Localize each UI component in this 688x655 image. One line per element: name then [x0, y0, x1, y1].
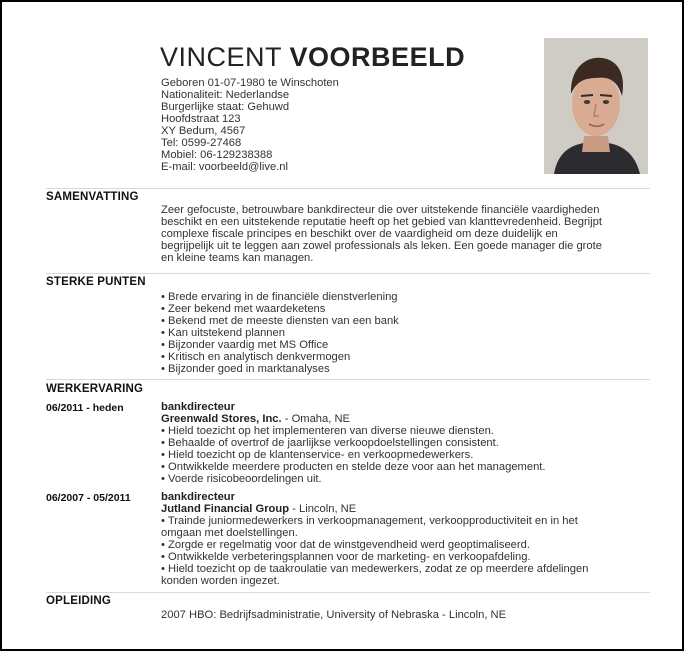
strengths-heading: STERKE PUNTEN [46, 276, 146, 288]
list-item: • Bijzonder vaardig met MS Office [161, 339, 329, 351]
first-name: VINCENT [160, 42, 282, 72]
job-line: • Behaalde of overtrof de jaarlijkse verkoopdoelstellingen consistent. [161, 437, 499, 449]
company-name: Jutland Financial Group [161, 503, 290, 515]
street-address: Hoofdstraat 123 [161, 113, 241, 125]
full-name [160, 42, 465, 73]
summary-line: en kleine teams kan managen. [161, 252, 314, 264]
list-item: • Bijzonder goed in marktanalyses [161, 363, 330, 375]
list-item: • Kan uitstekend plannen [161, 327, 285, 339]
job-dates: 06/2007 - 05/2011 [46, 492, 131, 504]
job-line: • Hield toezicht op het implementeren van diverse nieuwe diensten. [161, 425, 494, 437]
portrait-image [544, 38, 648, 174]
job-line: • Ontwikkelde meerdere producten en stelde deze voor aan het management. [161, 461, 546, 473]
job-title: bankdirecteur [161, 401, 235, 413]
phone: Tel: 0599-27468 [161, 137, 242, 149]
divider [46, 273, 650, 274]
strengths-list [161, 291, 399, 375]
job-line: konden worden ingezet. [161, 575, 280, 587]
mobile: Mobiel: 06-129238388 [161, 149, 273, 161]
job-location: - Lincoln, NE [289, 503, 357, 515]
job-entry [161, 491, 631, 587]
marital-status: Burgerlijke staat: Gehuwd [161, 101, 290, 113]
divider [46, 188, 650, 189]
list-item: • Zeer bekend met waardeketens [161, 303, 326, 315]
job-line: • Voerde risicobeoordelingen uit. [161, 473, 322, 485]
job-line: • Hield toezicht op de taakroulatie van medewerkers, zodat ze op meerdere afdelingen [161, 563, 589, 575]
job-line: • Hield toezicht op de klantenservice- en verkoopmedewerkers. [161, 449, 474, 461]
job-line: omgaan met doelstellingen. [161, 527, 298, 539]
education-line: 2007 HBO: Bedrijfsadministratie, University of Nebraska - Lincoln, NE [161, 609, 507, 621]
list-item: • Bekend met de meeste diensten van een bank [161, 315, 399, 327]
last-name: VOORBEELD [289, 42, 466, 72]
summary-line: beschikt en een uitstekende reputatie heeft op het gebied van klanttevredenheid. Begrijpt [161, 216, 602, 228]
divider [46, 379, 650, 380]
job-line: • Zorgde er regelmatig voor dat de winstgevendheid werd geoptimaliseerd. [161, 539, 530, 551]
job-entry [161, 401, 631, 485]
job-location: - Omaha, NE [281, 413, 351, 425]
summary-text [161, 204, 602, 264]
postal-city: XY Bedum, 4567 [161, 125, 246, 137]
contact-block [161, 77, 339, 173]
job-dates: 06/2011 - heden [46, 402, 124, 414]
birth-info: Geboren 01-07-1980 te Winschoten [161, 77, 339, 89]
list-item: • Brede ervaring in de financiële dienstverlening [161, 291, 398, 303]
profile-photo [544, 38, 648, 174]
job-line: • Trainde juniormedewerkers in verkoopmanagement, verkoopproductiviteit en in het [161, 515, 578, 527]
company-name: Greenwald Stores, Inc. [161, 413, 282, 425]
summary-line: Zeer gefocuste, betrouwbare bankdirecteur die over uitstekende financiële vaardigheden [161, 204, 600, 216]
education-heading: OPLEIDING [46, 595, 112, 607]
job-title: bankdirecteur [161, 491, 235, 503]
list-item: • Kritisch en analytisch denkvermogen [161, 351, 351, 363]
email: E-mail: voorbeeld@live.nl [161, 161, 289, 173]
summary-line: complexe fiscale principes en beschikt over de vaardigheid om deze duidelijk en [161, 228, 558, 240]
nationality: Nationaliteit: Nederlandse [161, 89, 290, 101]
summary-line: begrijpelijk uit te leggen aan zowel professionals als leken. Een goede manager die grote [161, 240, 602, 252]
job-line: • Ontwikkelde verbeteringsplannen voor de marketing- en verkoopafdeling. [161, 551, 531, 563]
summary-heading: SAMENVATTING [46, 191, 139, 203]
divider [46, 592, 650, 593]
experience-heading: WERKERVARING [46, 383, 144, 395]
